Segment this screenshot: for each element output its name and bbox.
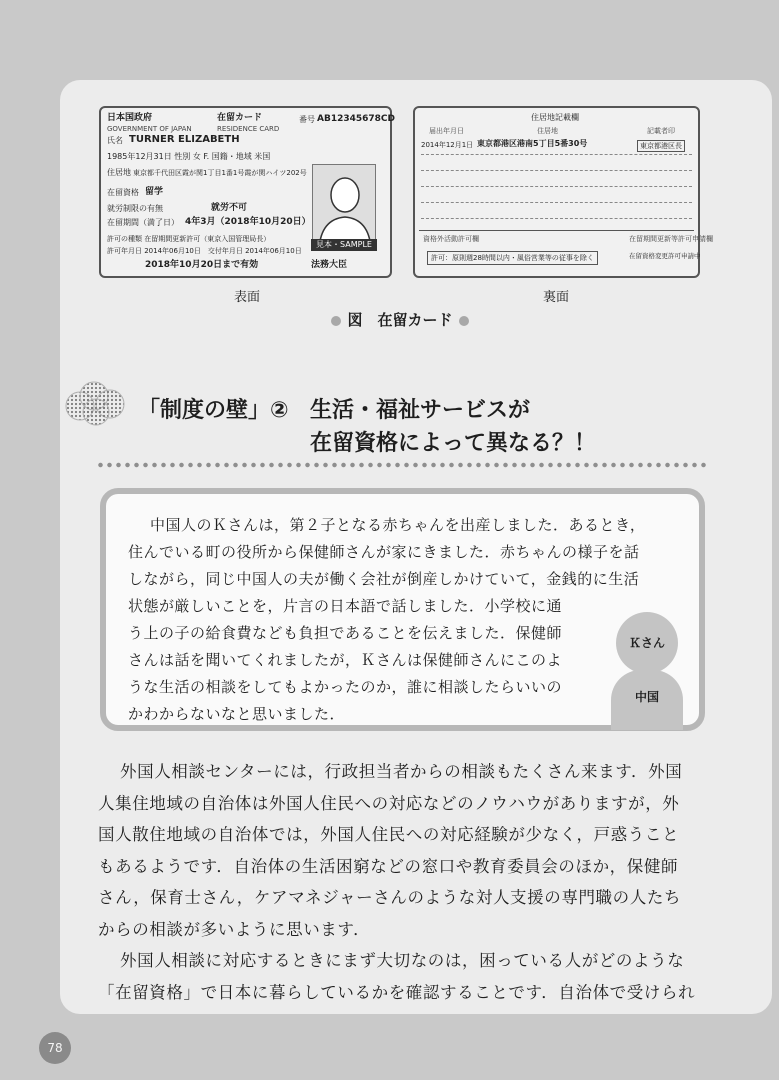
body-line: 外国人相談センターには，行政担当者からの相談もたくさん来ます．外国 bbox=[120, 762, 683, 781]
case-line: 状態が厳しいことを，片言の日本語で話しました．小学校に通 bbox=[128, 597, 563, 615]
body-line: もあるようです．自治体の生活困窮などの窓口や教育委員会のほか，保健師 bbox=[98, 856, 679, 876]
back-renewal-label: 在留期間更新等許可申請欄 bbox=[629, 235, 713, 243]
back-row-line bbox=[421, 202, 692, 203]
bullet-dot-icon bbox=[459, 316, 469, 326]
card-permit-line: 許可の種類 在留期間更新許可（東京入国管理局長） bbox=[107, 235, 271, 243]
body-line: さん，保育士さん，ケアマネジャーさんのような対人支援の専門職の人たち bbox=[98, 888, 682, 907]
card-address: 東京都千代田区霞が関1丁目1番1号霞が関ハイツ202号 bbox=[133, 169, 307, 177]
front-label: 表面 bbox=[234, 290, 261, 305]
body-line: 外国人相談に対応するときにまず大切なのは，困っている人がどのような bbox=[120, 951, 685, 970]
residence-card-front bbox=[99, 106, 395, 278]
person-name: Ｋさん bbox=[616, 612, 678, 674]
back-row-line bbox=[421, 186, 692, 187]
figure-caption bbox=[300, 308, 500, 332]
card-work: 就労不可 bbox=[211, 203, 248, 213]
case-line: さんは話を聞いてくれましたが，Ｋさんは保健師さんにこのよ bbox=[128, 651, 563, 669]
heading-line1: 生活・福祉サービスが bbox=[310, 398, 531, 423]
bullet-dot-icon bbox=[331, 316, 341, 326]
case-line: かわからないなと思いました． bbox=[128, 705, 346, 723]
back-col-address: 住居地 bbox=[537, 127, 558, 135]
page-number: 78 bbox=[39, 1032, 71, 1064]
back-header: 住居地記載欄 bbox=[531, 113, 579, 122]
card-status: 留学 bbox=[145, 187, 164, 197]
back-label: 裏面 bbox=[543, 290, 570, 305]
person-figure bbox=[611, 612, 683, 732]
heading-line2: 在留資格によって異なる？！ bbox=[310, 431, 597, 456]
card-work-label: 就労制限の有無 bbox=[107, 204, 163, 213]
back-row-line bbox=[421, 218, 692, 219]
card-address-label: 住居地 bbox=[107, 168, 131, 177]
card-status-label: 在留資格 bbox=[107, 188, 139, 197]
card-title: 在留カード bbox=[217, 113, 263, 123]
heading-bracket-title: 「制度の壁」② bbox=[138, 398, 289, 423]
card-name-label: 氏名 bbox=[107, 136, 123, 145]
card-country: 日本国政府 bbox=[107, 113, 153, 123]
section-heading bbox=[138, 394, 596, 460]
dotted-divider bbox=[96, 462, 706, 468]
case-line: う上の子の給食費なども負担であることを伝えました．保健師 bbox=[128, 624, 563, 642]
back-row-line bbox=[421, 154, 692, 155]
case-line: 中国人のＫさんは，第２子となる赤ちゃんを出産しました．あるとき， bbox=[150, 516, 646, 534]
card-photo bbox=[312, 164, 376, 248]
back-renewal: 在留資格変更許可申請中 bbox=[629, 252, 701, 260]
residence-card-back bbox=[413, 106, 713, 278]
body-text bbox=[98, 756, 710, 1008]
back-row-line bbox=[421, 170, 692, 171]
back-col-date: 届出年月日 bbox=[429, 127, 464, 135]
back-entry-date: 2014年12月1日 bbox=[421, 141, 474, 149]
back-entry-stamp: 東京都港区長 bbox=[637, 140, 685, 152]
card-date-line: 許可年月日 2014年06月10日 交付年月日 2014年06月10日 bbox=[107, 247, 302, 255]
body-line: 「在留資格」で日本に暮らしているかを確認することです．自治体で受けられ bbox=[98, 982, 696, 1002]
case-text bbox=[128, 512, 688, 728]
back-divider bbox=[419, 230, 694, 231]
card-birth-line: 1985年12月31日 性別 女 F. 国籍・地域 米国 bbox=[107, 152, 271, 161]
case-box bbox=[100, 488, 705, 731]
back-permission-label: 資格外活動許可欄 bbox=[423, 235, 479, 243]
sample-tag: 見本・SAMPLE bbox=[311, 239, 377, 251]
card-valid: 2018年10月20日まで有効 bbox=[145, 260, 259, 270]
case-line: しながら，同じ中国人の夫が働く会社が倒産しかけていて，金銭的に生活 bbox=[128, 570, 640, 588]
back-col-stamp: 記載者印 bbox=[647, 127, 675, 135]
silhouette-icon bbox=[313, 165, 377, 249]
card-period-label: 在留期間（満了日） bbox=[107, 218, 179, 227]
case-line: 住んでいる町の役所から保健師さんが家にきました．赤ちゃんの様子を話 bbox=[128, 543, 640, 561]
card-country-en: GOVERNMENT OF JAPAN bbox=[107, 125, 192, 133]
card-seal: 法務大臣 bbox=[311, 260, 348, 270]
body-line: 人集住地域の自治体は外国人住民への対応などのノウハウがありますが，外 bbox=[98, 793, 680, 813]
body-line: 国人散住地域の自治体では，外国人住民への対応経験が少なく，戸惑うこと bbox=[98, 825, 680, 844]
back-entry-address: 東京都港区港南5丁目5番30号 bbox=[477, 139, 588, 148]
body-line: からの相談が多いように思います． bbox=[98, 919, 371, 939]
cloud-icon bbox=[62, 378, 128, 428]
back-permission: 許可：原則週28時間以内・風俗営業等の従事を除く bbox=[427, 251, 598, 265]
figure-caption-text: 図 在留カード bbox=[347, 311, 453, 329]
case-line: うな生活の相談をしてもよかったのか，誰に相談したらいいの bbox=[128, 678, 563, 696]
card-number-label: 番号 bbox=[299, 115, 315, 124]
card-name: TURNER ELIZABETH bbox=[129, 134, 240, 145]
card-number: AB12345678CD bbox=[317, 114, 395, 124]
person-origin: 中国 bbox=[611, 670, 683, 730]
card-title-en: RESIDENCE CARD bbox=[217, 125, 280, 133]
card-period: 4年3月（2018年10月20日） bbox=[185, 217, 311, 227]
